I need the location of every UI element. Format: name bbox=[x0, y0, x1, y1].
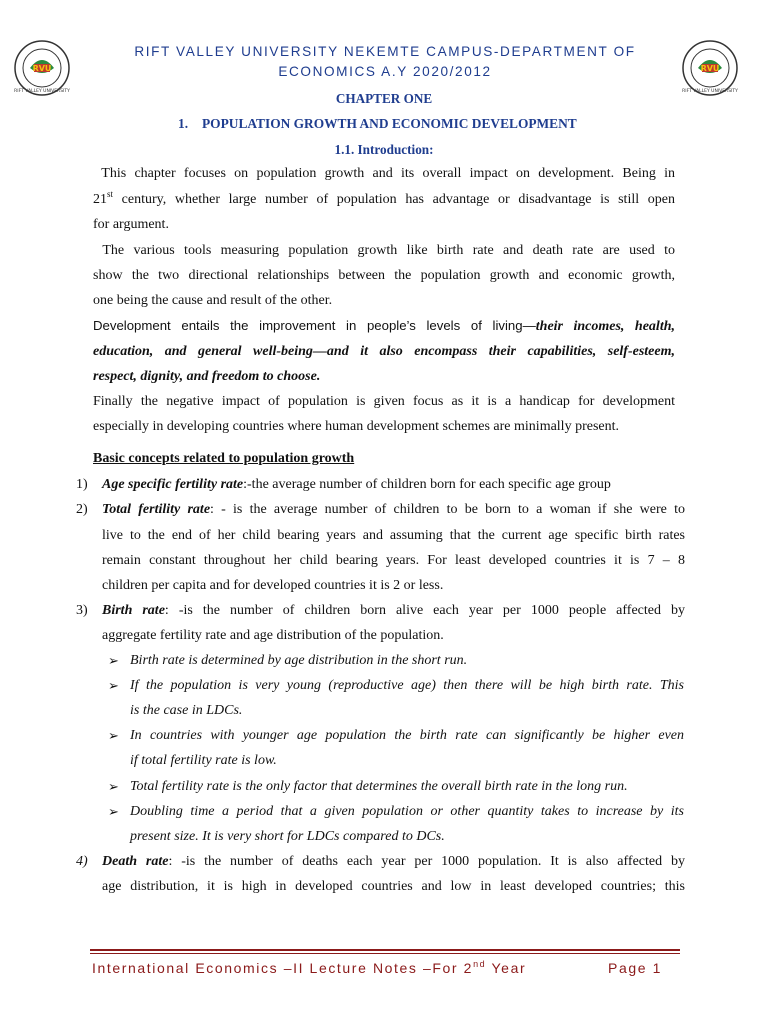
paragraph-line: education, and general well-being—and it also encompass their capabilities, self-esteem, bbox=[93, 344, 675, 359]
bullet-item: If the population is very young (reproductive age) then there will be high birth rate. This bbox=[130, 678, 684, 693]
document-header bbox=[90, 42, 680, 82]
paragraph-line: show the two directional relationships between the population growth and economic growth, bbox=[93, 268, 675, 283]
paragraph-line: for argument. bbox=[93, 217, 169, 232]
list-item: Age specific fertility rate:-the average number of children born for each specific age group bbox=[102, 477, 611, 492]
bullet-item: Birth rate is determined by age distribution in the short run. bbox=[130, 653, 468, 668]
list-item: Death rate: -is the number of deaths each year per 1000 population. It is also affected by bbox=[102, 854, 685, 869]
bullet-item-line: if total fertility rate is low. bbox=[130, 753, 277, 768]
paragraph-line: especially in developing countries where human development schemes are minimally present. bbox=[93, 419, 619, 434]
arrow-bullet-icon: ➢ bbox=[108, 804, 119, 819]
list-number: 3) bbox=[76, 603, 88, 618]
list-number: 2) bbox=[76, 502, 88, 517]
section-number: 1. bbox=[178, 116, 189, 131]
university-logo-left bbox=[10, 38, 74, 98]
header-line-2: ECONOMICS A.Y 2020/2012 bbox=[278, 64, 492, 79]
paragraph-line: 21st century, whether large number of population has advantage or disadvantage is still open bbox=[93, 189, 675, 207]
arrow-bullet-icon: ➢ bbox=[108, 728, 119, 743]
page-footer bbox=[92, 960, 662, 976]
bullet-item: Doubling time a period that a given population or other quantity takes to increase by its bbox=[130, 804, 684, 819]
logo-caption: RIFT VALLEY UNIVERSITY bbox=[682, 89, 738, 94]
university-logo-right bbox=[678, 38, 742, 98]
logo-text: RVU bbox=[700, 64, 720, 73]
arrow-bullet-icon: ➢ bbox=[108, 779, 119, 794]
list-item-line: live to the end of her child bearing years and assuming that the current age specific birth rates bbox=[102, 528, 685, 543]
list-item-line: age distribution, it is high in developed countries and low in least developed countries; this bbox=[102, 879, 685, 894]
arrow-bullet-icon: ➢ bbox=[108, 653, 119, 668]
section-title-text: POPULATION GROWTH AND ECONOMIC DEVELOPMENT bbox=[202, 116, 577, 131]
list-item-line: children per capita and for developed countries it is 2 or less. bbox=[102, 578, 444, 593]
list-item: Total fertility rate: - is the average number of children to be born to a woman if she were to bbox=[102, 502, 685, 517]
footer-text: International Economics –II Lecture Notes –For 2nd Year bbox=[92, 959, 527, 976]
footer-rule bbox=[90, 949, 680, 951]
footer-rule-thin bbox=[90, 953, 680, 954]
section-title bbox=[178, 116, 577, 132]
bullet-item-line: is the case in LDCs. bbox=[130, 703, 243, 718]
paragraph-line: The various tools measuring population growth like birth rate and death rate are used to bbox=[102, 243, 675, 258]
concepts-heading: Basic concepts related to population growth bbox=[93, 451, 355, 466]
logo-caption: RIFT VALLEY UNIVERSITY bbox=[14, 89, 70, 94]
list-item: Birth rate: -is the number of children born alive each year per 1000 people affected by bbox=[102, 603, 685, 618]
list-number: 4) bbox=[76, 854, 88, 869]
paragraph-line: respect, dignity, and freedom to choose. bbox=[93, 369, 321, 384]
subsection-title: 1.1. Introduction: bbox=[334, 142, 434, 157]
paragraph-line: one being the cause and result of the other. bbox=[93, 293, 333, 308]
logo-text: RVU bbox=[32, 64, 52, 73]
bullet-item-line: present size. It is very short for LDCs compared to DCs. bbox=[130, 829, 445, 844]
paragraph-line: This chapter focuses on population growth and its overall impact on development. Being in bbox=[101, 166, 675, 181]
bullet-item: Total fertility rate is the only factor that determines the overall birth rate in the long run. bbox=[130, 779, 628, 794]
paragraph-line: Development entails the improvement in people’s levels of living—their incomes, health, bbox=[93, 318, 675, 334]
chapter-heading: CHAPTER ONE bbox=[335, 91, 433, 106]
list-item-line: aggregate fertility rate and age distribution of the population. bbox=[102, 628, 444, 643]
list-item-line: remain constant throughout her child bearing years. For least developed countries it is 7 – 8 bbox=[102, 553, 685, 568]
header-line-1: RIFT VALLEY UNIVERSITY NEKEMTE CAMPUS-DEPARTMENT OF bbox=[134, 44, 636, 59]
arrow-bullet-icon: ➢ bbox=[108, 678, 119, 693]
bullet-item: In countries with younger age population the birth rate can significantly be higher even bbox=[130, 728, 684, 743]
paragraph-line: Finally the negative impact of population is given focus as it is a handicap for development bbox=[93, 394, 675, 409]
list-number: 1) bbox=[76, 477, 88, 492]
page-number: Page 1 bbox=[608, 960, 662, 976]
